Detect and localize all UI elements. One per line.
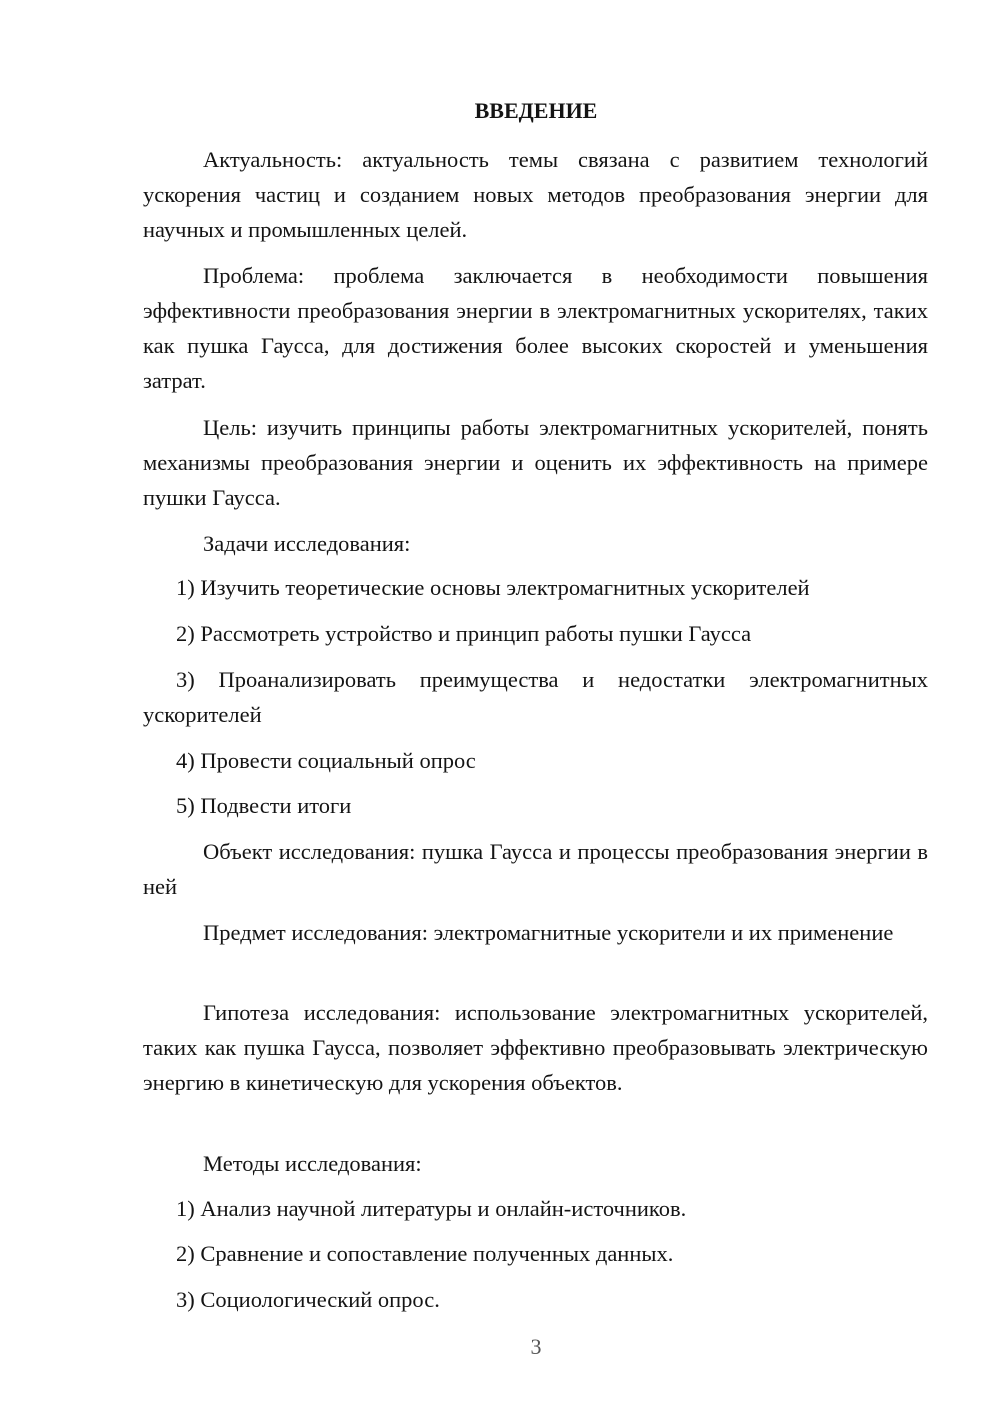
object-paragraph: Объект исследования: пушка Гаусса и процессы преобразования энергии в ней [143, 839, 928, 899]
methods-heading: Методы исследования: [203, 1151, 422, 1176]
task-item-1: 1) Изучить теоретические основы электромагнитных ускорителей [176, 575, 810, 600]
task-item-2: 2) Рассмотреть устройство и принцип работы пушки Гаусса [176, 621, 752, 646]
method-item-2: 2) Сравнение и сопоставление полученных данных. [176, 1241, 674, 1266]
page-number: 3 [530, 1334, 542, 1359]
hypothesis-paragraph: Гипотеза исследования: использование электромагнитных ускорителей, таких как пушка Гаусса, позволяет эффективно преобразовывать электрическую энергию в кинетическую для ускорения объектов. [143, 1000, 928, 1095]
problem-paragraph: Проблема: проблема заключается в необходимости повышения эффективности преобразования энергии в электромагнитных ускорителях, таких как пушка Гаусса, для достижения более высоких скоростей и уменьшения затрат. [143, 263, 928, 393]
task-item-4: 4) Провести социальный опрос [176, 748, 476, 773]
task-item-5: 5) Подвести итоги [176, 793, 352, 818]
tasks-heading: Задачи исследования: [203, 531, 411, 556]
page-title: ВВЕДЕНИЕ [474, 98, 598, 123]
relevance-paragraph: Актуальность: актуальность темы связана с развитием технологий ускорения частиц и созданием новых методов преобразования энергии для научных и промышленных целей. [143, 147, 928, 242]
method-item-1: 1) Анализ научной литературы и онлайн-источников. [176, 1196, 687, 1221]
subject-paragraph: Предмет исследования: электромагнитные ускорители и их применение [203, 920, 894, 945]
method-item-3: 3) Социологический опрос. [176, 1287, 440, 1312]
goal-paragraph: Цель: изучить принципы работы электромагнитных ускорителей, понять механизмы преобразования энергии и оценить их эффективность на примере пушки Гаусса. [143, 415, 928, 510]
task-item-3: 3) Проанализировать преимущества и недостатки электромагнитных ускорителей [143, 667, 928, 727]
